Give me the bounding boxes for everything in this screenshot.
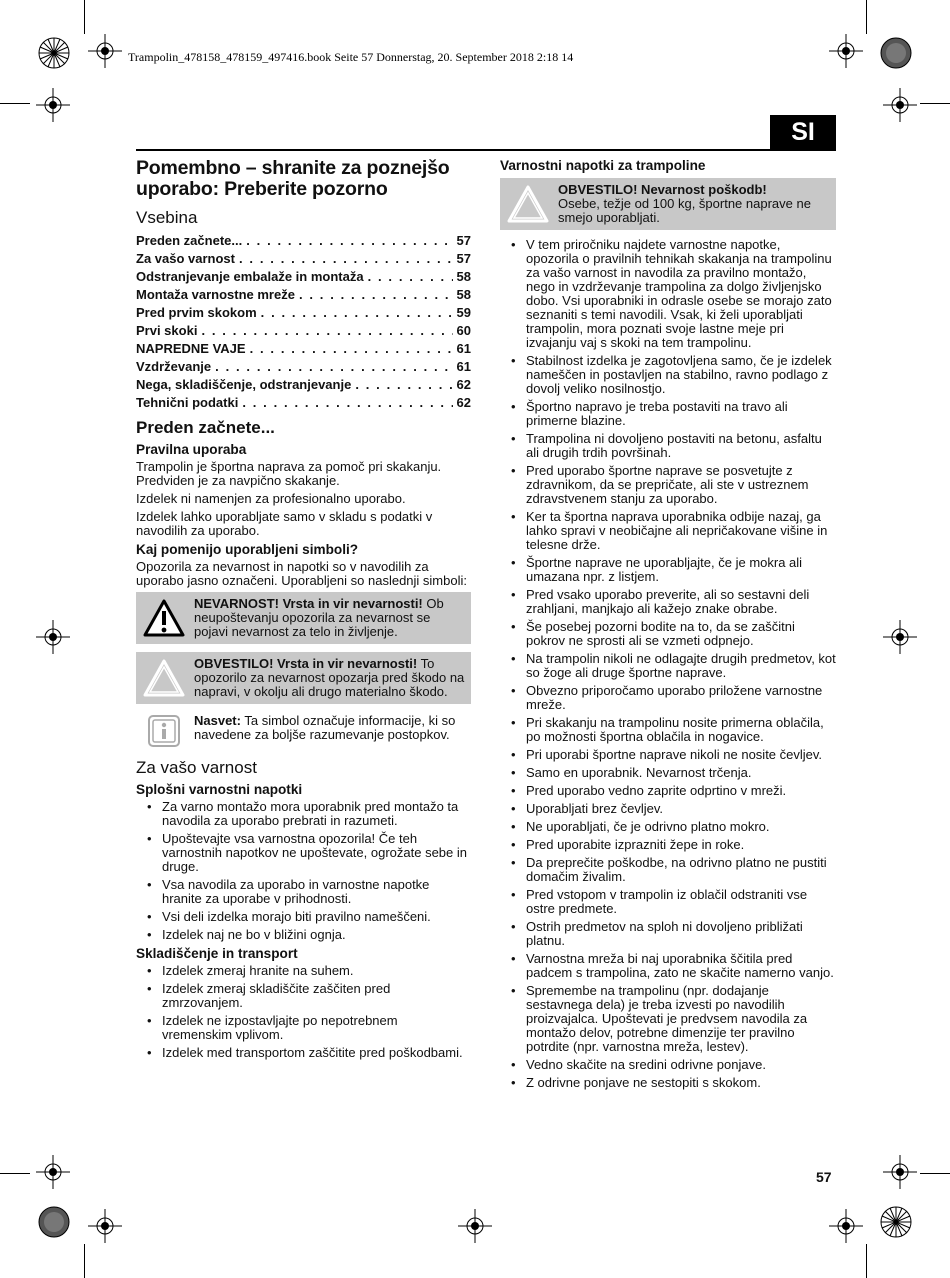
caution-label: OBVESTILO! Vrsta in vir nevarnosti!: [194, 656, 418, 671]
crop-line: [866, 0, 867, 34]
subheading-storage: Skladiščenje in transport: [136, 946, 298, 961]
list-item: • Samo en uporabnik. Nevarnost trčenja.: [500, 766, 836, 780]
tip-notice-text: [188, 714, 467, 748]
solid-circle-mark-icon: [879, 36, 913, 70]
toc-leader: [368, 268, 453, 286]
list-item: • Pred uporabite izprazniti žepe in roke.: [500, 838, 836, 852]
list-item: • Izdelek zmeraj hranite na suhem.: [136, 964, 471, 978]
language-tab: SI: [770, 115, 836, 150]
crop-line: [84, 1244, 85, 1278]
list-item: • Uporabljati brez čevljev.: [500, 802, 836, 816]
toc-entry[interactable]: [136, 268, 471, 286]
paragraph: Opozorila za nevarnost in napotki so v navodilih za uporabo jasno označeni. Uporabljeni so naslednji simboli:: [136, 559, 467, 588]
trampoline-safety-list: [500, 238, 836, 1090]
list-item: • Ostrih predmetov na sploh ni dovoljeno približati platnu.: [500, 920, 836, 948]
list-item: • Vedno skačite na sredini odrivne ponjave.: [500, 1058, 836, 1072]
list-item: • Trampolina ni dovoljeno postaviti na betonu, asfaltu ali drugih trdih površinah.: [500, 432, 836, 460]
toc-leader: [299, 286, 453, 304]
crosshair-mark-icon: [36, 88, 70, 122]
list-item: • Stabilnost izdelka je zagotovljena samo, če je izdelek nameščen in postavljen na stabilno, ravno podlago z dovolj veliko nosilnostjo.: [500, 354, 836, 396]
toc-entry[interactable]: [136, 358, 471, 376]
list-item: • Izdelek naj ne bo v bližini ognja.: [136, 928, 471, 942]
crosshair-mark-icon: [883, 620, 917, 654]
list-item: • Vsa navodila za uporabo in varnostne napotke hranite za uporabe v prihodnosti.: [136, 878, 471, 906]
section-heading-before: Preden začnete...: [136, 418, 275, 437]
crosshair-mark-icon: [36, 620, 70, 654]
paragraph: Izdelek ni namenjen za profesionalno uporabo.: [136, 491, 406, 506]
crop-line: [920, 1173, 950, 1174]
list-item: • Vsi deli izdelka morajo biti pravilno nameščeni.: [136, 910, 471, 924]
toc-leader: [242, 394, 452, 412]
crosshair-mark-icon: [36, 1155, 70, 1189]
crop-line: [0, 103, 30, 104]
list-item: • Izdelek med transportom zaščitite pred poškodbami.: [136, 1046, 471, 1060]
list-item: • Izdelek zmeraj skladiščite zaščiten pred zmrzovanjem.: [136, 982, 471, 1010]
list-item: • Za varno montažo mora uporabnik pred montažo ta navodila za uporabo prebrati in razumeti.: [136, 800, 471, 828]
toc-label: Nega, skladiščenje, odstranjevanje: [136, 377, 352, 392]
toc-page: 58: [456, 287, 471, 302]
toc-leader: [261, 304, 453, 322]
toc-label: Vzdrževanje: [136, 359, 212, 374]
toc-label: Montaža varnostne mreže: [136, 287, 295, 302]
crosshair-mark-icon: [883, 1155, 917, 1189]
paragraph: Trampolin je športna naprava za pomoč pri skakanju. Predviden je za navpično skakanje.: [136, 459, 442, 488]
toc-label: Prvi skoki: [136, 323, 198, 338]
danger-label: NEVARNOST! Vrsta in vir nevarnosti!: [194, 596, 423, 611]
toc-entry[interactable]: [136, 232, 471, 250]
crosshair-mark-icon: [829, 34, 863, 68]
toc-page: 57: [456, 251, 471, 266]
print-slug: Trampolin_478158_478159_497416.book Seite 57 Donnerstag, 20. September 2018 2:18 14: [128, 50, 574, 64]
toc-page: 57: [456, 233, 471, 248]
toc-leader: [239, 250, 453, 268]
list-item: • Pri skakanju na trampolinu nosite primerna oblačila, po možnosti športna oblačila in nogavice.: [500, 716, 836, 744]
weight-notice-box: [500, 178, 836, 230]
caution-warning-icon: [140, 657, 188, 699]
toc-entry[interactable]: [136, 286, 471, 304]
list-item: • Da preprečite poškodbe, na odrivno platno ne pustiti domačim živalim.: [500, 856, 836, 884]
toc-label: NAPREDNE VAJE: [136, 341, 246, 356]
list-item: • Športne naprave ne uporabljajte, če je mokra ali umazana npr. z listjem.: [500, 556, 836, 584]
list-item: • Spremembe na trampolinu (npr. dodajanje sestavnega dela) je treba izvesti po navodilih proizvajalca. Upoštevati je predvsem navodila za montažo delov, potrebne dimenzije ter pravilno potrdite (npr. varnostna mreža, lestev).: [500, 984, 836, 1054]
crosshair-mark-icon: [88, 1209, 122, 1243]
toc-page: 59: [456, 305, 471, 320]
crop-line: [866, 1244, 867, 1278]
starburst-mark-icon: [37, 36, 71, 70]
caution-notice-box: [136, 652, 471, 704]
solid-circle-mark-icon: [37, 1205, 71, 1239]
info-icon: [140, 714, 188, 748]
toc-page: 62: [456, 377, 471, 392]
toc-entry[interactable]: [136, 376, 471, 394]
paragraph: Izdelek lahko uporabljate samo v skladu s podatki v navodilih za uporabo.: [136, 509, 433, 538]
weight-notice-text: [552, 183, 832, 225]
list-item: • Ne uporabljati, če je odrivno platno mokro.: [500, 820, 836, 834]
toc-entry[interactable]: [136, 304, 471, 322]
section-heading-trampoline-safety: Varnostni napotki za trampoline: [500, 158, 706, 173]
crosshair-mark-icon: [458, 1209, 492, 1243]
page-title: Pomembno – shranite za poznejšo uporabo: Preberite pozorno: [136, 157, 450, 200]
toc-page: 62: [456, 395, 471, 410]
toc-entry[interactable]: [136, 340, 471, 358]
list-item: • Še posebej pozorni bodite na to, da se zaščitni pokrov ne sprosti ali se vzmeti odpnejo.: [500, 620, 836, 648]
toc-leader: [215, 358, 452, 376]
subheading-general-safety: Splošni varnostni napotki: [136, 782, 303, 797]
list-item: • Pred uporabo športne naprave se posvetujte z zdravnikom, da se prepričate, ali ste v ustreznem zdravstvenem stanju za uporabo.: [500, 464, 836, 506]
subheading-symbols: Kaj pomenijo uporabljeni simboli?: [136, 542, 359, 557]
toc-label: Pred prvim skokom: [136, 305, 257, 320]
toc-label: Za vašo varnost: [136, 251, 235, 266]
list-item: • Pred vstopom v trampolin iz oblačil odstraniti vse ostre predmete.: [500, 888, 836, 916]
page-number: 57: [816, 1169, 832, 1185]
crop-line: [84, 0, 85, 34]
toc-page: 61: [456, 341, 471, 356]
starburst-mark-icon: [879, 1205, 913, 1239]
storage-list: [136, 964, 471, 1060]
tip-notice-box: [136, 712, 471, 750]
general-safety-list: [136, 800, 471, 942]
crosshair-mark-icon: [829, 1209, 863, 1243]
toc-page: 58: [456, 269, 471, 284]
toc-label: Preden začnete...: [136, 233, 243, 248]
toc-entry[interactable]: [136, 250, 471, 268]
caution-warning-icon: [504, 183, 552, 225]
list-item: • Ker ta športna naprava uporabnika odbije nazaj, ga lahko spravi v neobičajne ali nepričakovane višine in telesne drže.: [500, 510, 836, 552]
crosshair-mark-icon: [883, 88, 917, 122]
weight-notice-description: Osebe, težje od 100 kg, športne naprave ne smejo uporabljati.: [558, 196, 811, 225]
right-column: [500, 158, 836, 1094]
list-item: • Upoštevajte vsa varnostna opozorila! Če teh varnostnih napotkov ne upoštevate, ogrožate sebe in druge.: [136, 832, 471, 874]
toc-page: 61: [456, 359, 471, 374]
list-item: • Obvezno priporočamo uporabo priložene varnostne mreže.: [500, 684, 836, 712]
toc-leader: [250, 340, 453, 358]
tip-label: Nasvet:: [194, 713, 241, 728]
toc-leader: [355, 376, 452, 394]
crop-line: [0, 1173, 30, 1174]
list-item: • Izdelek ne izpostavljajte po nepotrebnem vremenskim vplivom.: [136, 1014, 471, 1042]
danger-description: Ob neupoštevanju opozorila za nevarnost se pojavi nevarnost za telo in življenje.: [194, 596, 444, 639]
toc-label: Tehnični podatki: [136, 395, 239, 410]
danger-notice-box: [136, 592, 471, 644]
toc-entry[interactable]: [136, 394, 471, 412]
list-item: • Na trampolin nikoli ne odlagajte drugih predmetov, kot so žoge ali druge športne naprave.: [500, 652, 836, 680]
left-column: [136, 158, 471, 1064]
danger-warning-icon: [140, 597, 188, 639]
caution-notice-text: [188, 657, 467, 699]
list-item: • Z odrivne ponjave ne sestopiti s skokom.: [500, 1076, 836, 1090]
toc-leader: [246, 232, 452, 250]
crop-line: [920, 103, 950, 104]
toc-leader: [201, 322, 452, 340]
section-heading-safety: Za vašo varnost: [136, 758, 257, 777]
toc-label: Odstranjevanje embalaže in montaža: [136, 269, 364, 284]
subheading-proper-use: Pravilna uporaba: [136, 442, 247, 457]
list-item: • Varnostna mreža bi naj uporabnika ščitila pred padcem s trampolina, zato ne skačite namerno vanjo.: [500, 952, 836, 980]
toc-page: 60: [456, 323, 471, 338]
tip-description: Ta simbol označuje informacije, ki so navedene za boljše razumevanje postopkov.: [194, 713, 456, 742]
table-of-contents: [136, 232, 471, 412]
weight-notice-label: OBVESTILO! Nevarnost poškodb!: [558, 182, 767, 197]
toc-entry[interactable]: [136, 322, 471, 340]
header-rule: [136, 149, 836, 151]
list-item: • V tem priročniku najdete varnostne napotke, opozorila o pravilnih tehnikah skakanja na trampolinu za vašo varnost in navodila za pravilno montažo, nego in vzdrževanje trampolina za dolgo življenjsko dobo. Vsi uporabniki in odrasle osebe se morajo zato seznaniti s temi navodili. Vsak, ki želi uporabljati trampolin, mora poznati svoje lastne meje pri izvajanju vaj s skoki na tem trampolinu.: [500, 238, 836, 350]
list-item: • Pri uporabi športne naprave nikoli ne nosite čevljev.: [500, 748, 836, 762]
list-item: • Pred vsako uporabo preverite, ali so sestavni deli zrahljani, manjkajo ali kažejo znake obrabe.: [500, 588, 836, 616]
caution-description: To opozorilo za nevarnost opozarja pred škodo na napravi, v okolju ali drugo materialno škodo.: [194, 656, 465, 699]
list-item: • Pred uporabo vedno zaprite odprtino v mreži.: [500, 784, 836, 798]
list-item: • Športno napravo je treba postaviti na travo ali primerne blazine.: [500, 400, 836, 428]
toc-heading: Vsebina: [136, 208, 198, 227]
crosshair-mark-icon: [88, 34, 122, 68]
danger-notice-text: [188, 597, 467, 639]
